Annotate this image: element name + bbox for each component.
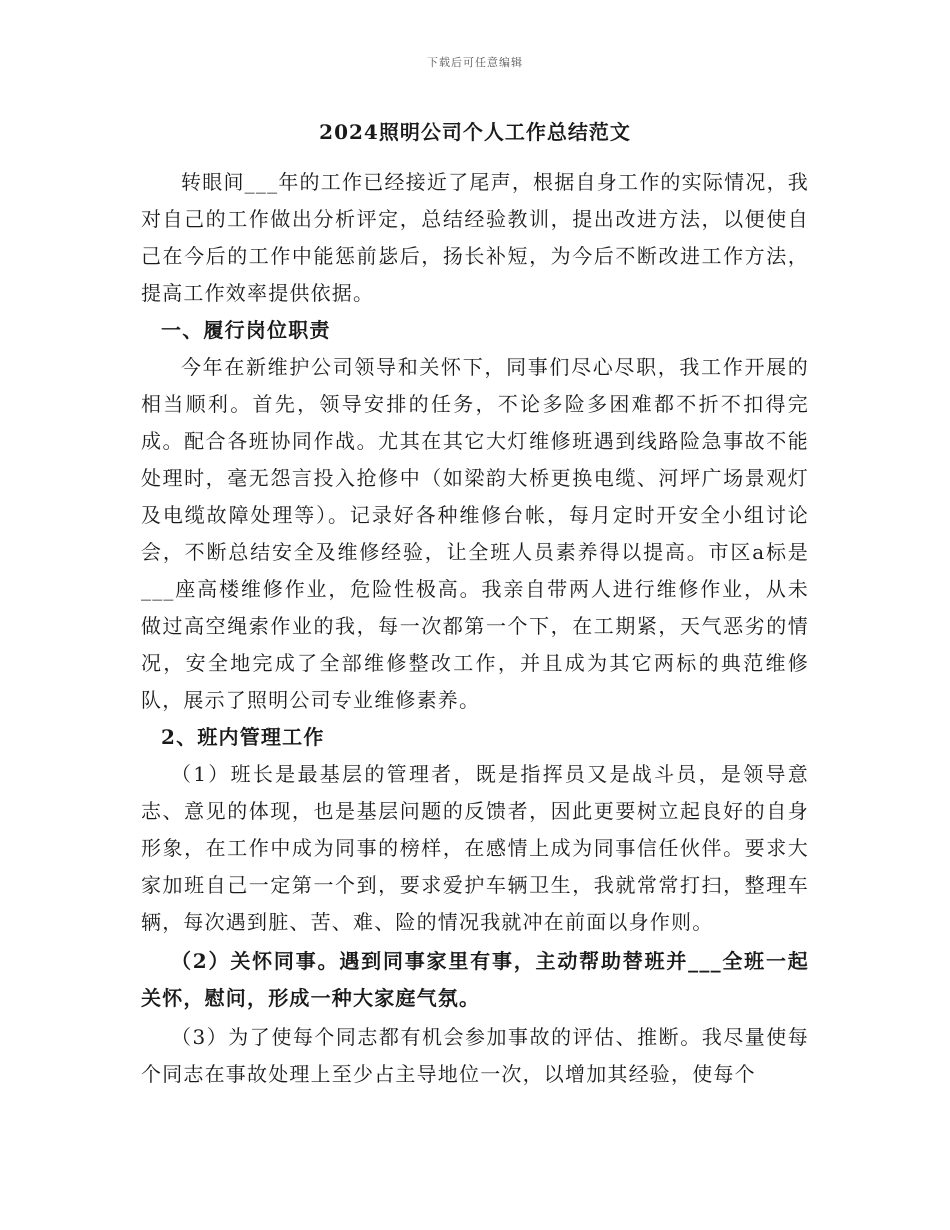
document-title: 2024照明公司个人工作总结范文 (319, 120, 631, 144)
item2-paragraph: （2）关怀同事。遇到同事家里有事，主动帮助替班并___全班一起关怀，慰问，形成一种大家庭气氛。 (141, 949, 809, 1010)
section1-heading: 一、履行岗位职责 (161, 318, 331, 342)
section1-paragraph: 今年在新维护公司领导和关怀下，同事们尽心尽职，我工作开展的相当顺利。首先，领导安排的任务，不论多险多困难都不折不扣得完成。配合各班协同作战。尤其在其它大灯维修班遇到线路险急事故不能处理时，毫无怨言投入抢修中（如梁韵大桥更换电缆、河坪广场景观灯及电缆故障处理等）。记录好各种维修台帐，每月定时开安全小组讨论会，不断总结安全及维修经验，让全班人员素养得以提高。市区a标是___座高楼维修作业，危险性极高。我亲自带两人进行维修作业，从未做过高空绳索作业的我，每一次都第一个下，在工期紧，天气恶劣的情况，安全地完成了全部维修整改工作，并且成为其它两标的典范维修队，展示了照明公司专业维修素养。 (141, 355, 809, 712)
item1-paragraph: （1）班长是最基层的管理者，既是指挥员又是战斗员，是领导意志、意见的体现，也是基层问题的反馈者，因此更要树立起良好的自身形象，在工作中成为同事的榜样，在感情上成为同事信任伙伴。要求大家加班自己一定第一个到，要求爱护车辆卫生，我就常常打扫，整理车辆，每次遇到脏、苦、难、险的情况我就冲在前面以身作则。 (141, 762, 809, 934)
item3-paragraph: （3）为了使每个同志都有机会参加事故的评估、推断。我尽量使每个同志在事故处理上至少占主导地位一次，以增加其经验，使每个 (141, 1025, 809, 1086)
document-body (141, 118, 809, 1093)
intro-paragraph: 转眼间___年的工作已经接近了尾声，根据自身工作的实际情况，我对自己的工作做出分析评定，总结经验教训，提出改进方法，以便使自己在今后的工作中能惩前毖后，扬长补短，为今后不断改进工作方法，提高工作效率提供依据。 (141, 170, 809, 305)
page-header-note: 下载后可任意编辑 (427, 56, 523, 69)
section2-heading: 2、班内管理工作 (161, 725, 325, 749)
